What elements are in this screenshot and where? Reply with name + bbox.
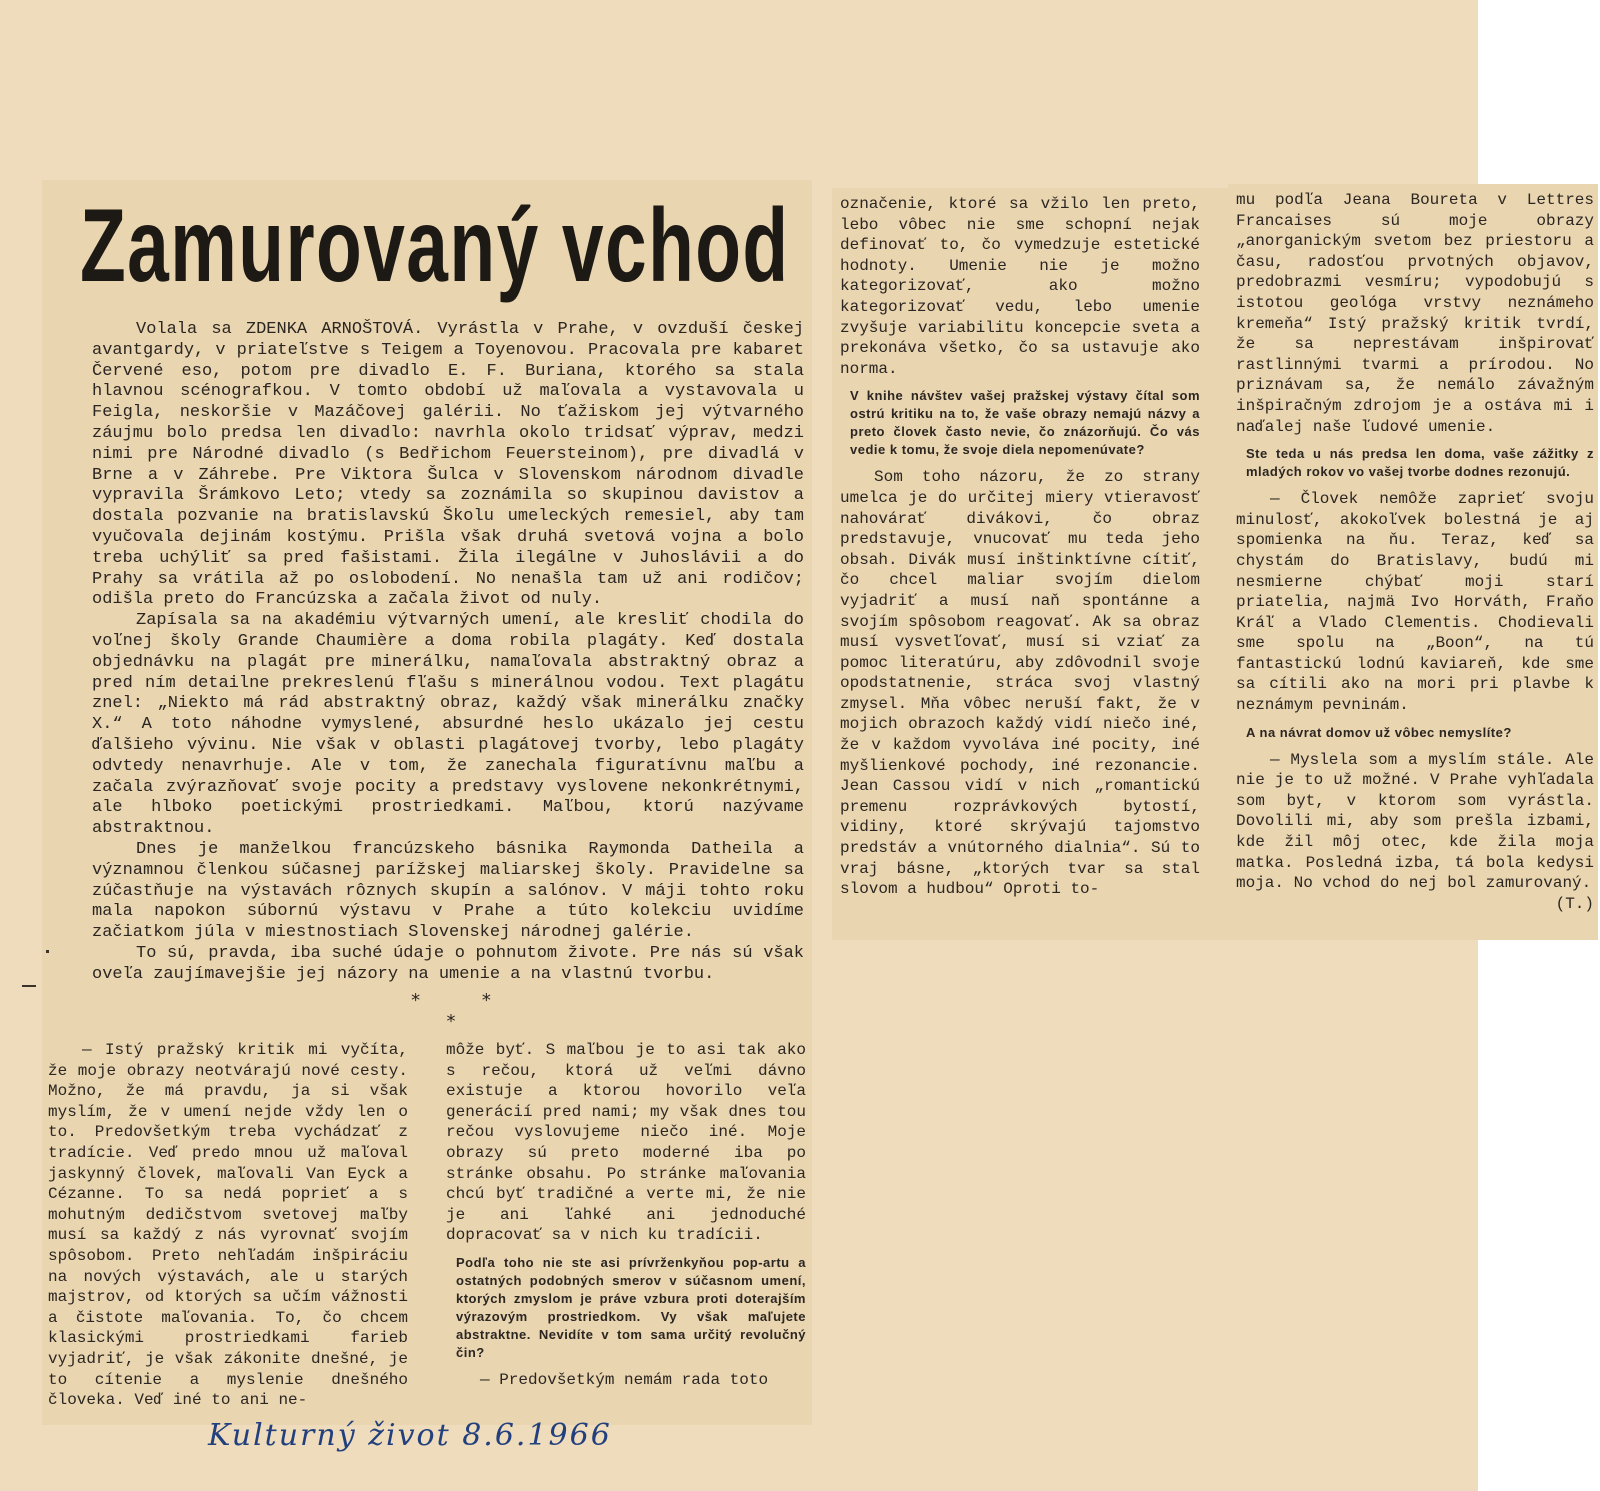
edge-tick [22,985,36,987]
interview-question: Ste teda u nás predsa len doma, vaše zážitky z mladých rokov vo vašej tvorbe dodnes rezonujú. [1246,446,1594,480]
interview-question: A na návrat domov už vôbec nemyslíte? [1246,724,1512,740]
answer-paragraph: označenie, ktoré sa vžilo len preto, lebo vôbec nie sme schopní nejak definovať to, čo vymedzuje estetické hodnoty. Umenie nie je možno kategorizovať, ako možno kategorizovať vedu, lebo umenie zvyšuje variabilitu koncepcie sveta a prekonáva všetko, čo sa ustavuje ako norma. [840,195,1200,378]
intro-paragraph: Dnes je manželkou francúzskeho básnika Raymonda Datheila a významnou členkou súčasnej parížskej maliarskej školy. Pravidelne sa zúčastňuje na výstavách rôznych skupín a salónov. V máji tohto roku mala napokon súbornú výstavu v Prahe a túto kolekciu uvidíme začiatkom júla v miestnostiach Slovenskej národnej galérie. [92,839,804,943]
answer-paragraph: — Myslela som a myslím stále. Ale nie je to už možné. V Prahe vyhľadala som byt, v ktorom som vyrástla. Dovolili mi, aby som prešla izbami, kde žil môj otec, kde žila moja matka. Posledná izba, tá bola kedysi moja. No vchod do nej bol zamurovaný. [1236,750,1594,893]
edge-tick [46,950,49,953]
intro-paragraph: Zapísala sa na akadémiu výtvarných umení, ale kresliť chodila do voľnej školy Grande Chaumière a doma robila plagáty. Keď dostala objednávku na plagát pre minerálku, namaľovala abstraktný obraz a pred ním detailne prekreslenú fľašu s minerálnou vodou. Text plagátu znel: „Niekto má rád abstraktný obraz, každý však minerálku značky X.“ A toto náhodne vymyslené, absurdné heslo ukázalo jej cestu ďalšieho vývinu. Nie však v oblasti plagátovej tvorby, lebo plagáty odvtedy nenavrhuje. Ale v tom, že zanechala figuratívnu maľbu a začala zvýrazňovať svoje pocity a predstavy vyslovene nekonkrétnymi, ale hlboko poetickými prostriedkami. Maľbou, ktorú nazývame abstraktnou. [92,611,804,839]
handwritten-source-note: Kulturný život 8.6.1966 [208,1418,612,1453]
answer-paragraph: Som toho názoru, že zo strany umelca je do určitej miery vtieravosť nahovárať divákovi, čo obraz predstavuje, vnucovať mu teda jeho obsah. Divák musí inštinktívne cítiť, čo chcel maliar svojím dielom vyjadriť a musí naň spontánne a svojím spôsobom reagovať. Ak sa obraz musí vysvetľovať, musí si vziať za pomoc literatúru, aby zdôvodnil svoje opodstatnenie, stráca svoj vlastný zmysel. Mňa vôbec neruší fakt, že v mojich obrazoch každý vidí niečo iné, že v každom vyvoláva iné pocity, iné myšlienkové pochody, iné rezonancie. Jean Cassou vidí v nich „romantickú premenu rozprávkových bytostí, vidiny, ktoré skrývajú tajomstvo predstáv a vnútorného dialnia“. Sú to vraj básne, „ktorých tvar sa stal slovom a hudbou“ Oproti to- [840,468,1200,899]
answer-paragraph: — Istý pražský kritik mi vyčíta, že moje obrazy neotvárajú nové cesty. Možno, že má pravdu, ja si však myslím, že v umení nejde vždy len o to. Predovšetkým treba vychádzať z tradície. Veď predo mnou už maľoval jaskynný človek, maľovali Van Eyck a Cézanne. To sa nedá poprieť a s mohutným dedičstvom svetovej maľby musí sa každý z nás vyrovnať svojím spôsobom. Preto nehľadám inšpiráciu na nových výstavách, ale u starých majstrov, od ktorých sa učím vážnosti a čistote maľovania. To, čo chcem klasickými prostriedkami farieb vyjadriť, je však zákonite dnešné, je to cítenie a myslenie dnešného človeka. Veď iné to ani ne- [48,1041,408,1410]
section-separator: * * * [411,990,519,1032]
answer-paragraph: — Človek nemôže zaprieť svoju minulosť, akokoľvek bolestná je aj spomienka na ňu. Teraz, keď sa chystám do Bratislavy, budú mi nesmierne chýbať moji starí priatelia, najmä Ivo Horváth, Fraňo Kráľ a Vlado Clementis. Chodievali sme spolu na „Boon“, na tú fantastickú lodnú kaviareň, kde sme sa cítili ako na mori pri plavbe k neznámym pevninám. [1236,490,1594,715]
interview-question: Podľa toho nie ste asi prívrženkyňou pop-artu a ostatných podobných smerov v súčasnom umení, ktorých zmyslom je práve vzbura proti doterajším výrazovým prostriedkom. Vy však maľujete abstraktne. Nevidíte v tom sama určitý revolučný čin? [456,1254,806,1360]
intro-paragraph: Volala sa ZDENKA ARNOŠTOVÁ. Vyrástla v Prahe, v ovzduší českej avantgardy, v priateľstve s Teigem a Toyenovou. Pracovala pre kabaret Červené eso, potom pre divadlo E. F. Buriana, ktorého sa stala hlavnou scénografkou. V tomto období už maľovala a vystavovala u Feigla, neskoršie v Mazáčovej galérii. No ťažiskom jej výtvarného záujmu bolo predsa len divadlo: navrhla okolo tridsať výprav, medzi nimi pre Národné divadlo (s Bedřichom Feuersteinom), pre divadlá v Brne a v Záhrebe. Pre Viktora Šulca v Slovenskom národnom divadle vypravila Šrámkovo Leto; vtedy sa zoznámila so skupinou davistov a dostala pozvanie na bratislavskú Školu umeleckých remesiel, aby tam vyučovala dejinám kostýmu. Prišla však druhá svetová vojna a bolo treba uchýliť sa pred fašistami. Žila ilegálne v Juhoslávii a do Prahy sa vrátila až po oslobodení. No nenašla tam už ani rodičov; odišla preto do Francúzska a začala život od nuly. [92,320,804,610]
interview-column-2 [446,1040,806,1391]
article-title: Zamurovaný vchod [80,188,790,304]
interview-column-3 [840,194,1200,900]
answer-paragraph: môže byť. S maľbou je to asi tak ako s rečou, ktorá už veľmi dávno existuje a ktorou hovorilo veľa generácií pred nami; my však dnes tou rečou vyslovujeme niečo iné. Moje obrazy sú preto moderné iba po stránke obsahu. Po stránke maľovania chcú byť tradičné a verte mi, že nie je ani ľahké ani jednoduché dopracovať sa v nich ku tradícii. [446,1041,806,1245]
interview-column-4 [1236,190,1594,914]
intro-text [92,320,804,986]
answer-paragraph: — Predovšetkým nemám rada toto [480,1370,769,1389]
intro-paragraph: To sú, pravda, iba suché údaje o pohnutom živote. Pre nás sú však oveľa zaujímavejšie jej názory na umenie a na vlastnú tvorbu. [92,943,804,984]
answer-paragraph: mu podľa Jeana Boureta v Lettres Francaises sú moje obrazy „anorganickým svetom bez priestoru a času, radosťou prvotných objavov, predobrazmi vesmíru; vypodobujú s istotou geológa vrstvy neznámeho kremeňa“ Istý pražský kritik tvrdí, že sa neprestávam inšpirovať rastlinnými tvarmi a prírodou. No priznávam sa, že nemálo závažným inšpiračným zdrojom je a ostáva mi i naďalej naše ľudové umenie. [1236,191,1594,436]
interview-question: V knihe návštev vašej pražskej výstavy čítal som ostrú kritiku na to, že vaše obrazy nemajú názvy a preto človek často nevie, čo znázorňujú. Čo vás vedie k tomu, že svoje diela nepomenúvate? [850,388,1200,458]
author-signature: (T.) [1555,894,1594,913]
interview-column-1 [48,1040,408,1411]
